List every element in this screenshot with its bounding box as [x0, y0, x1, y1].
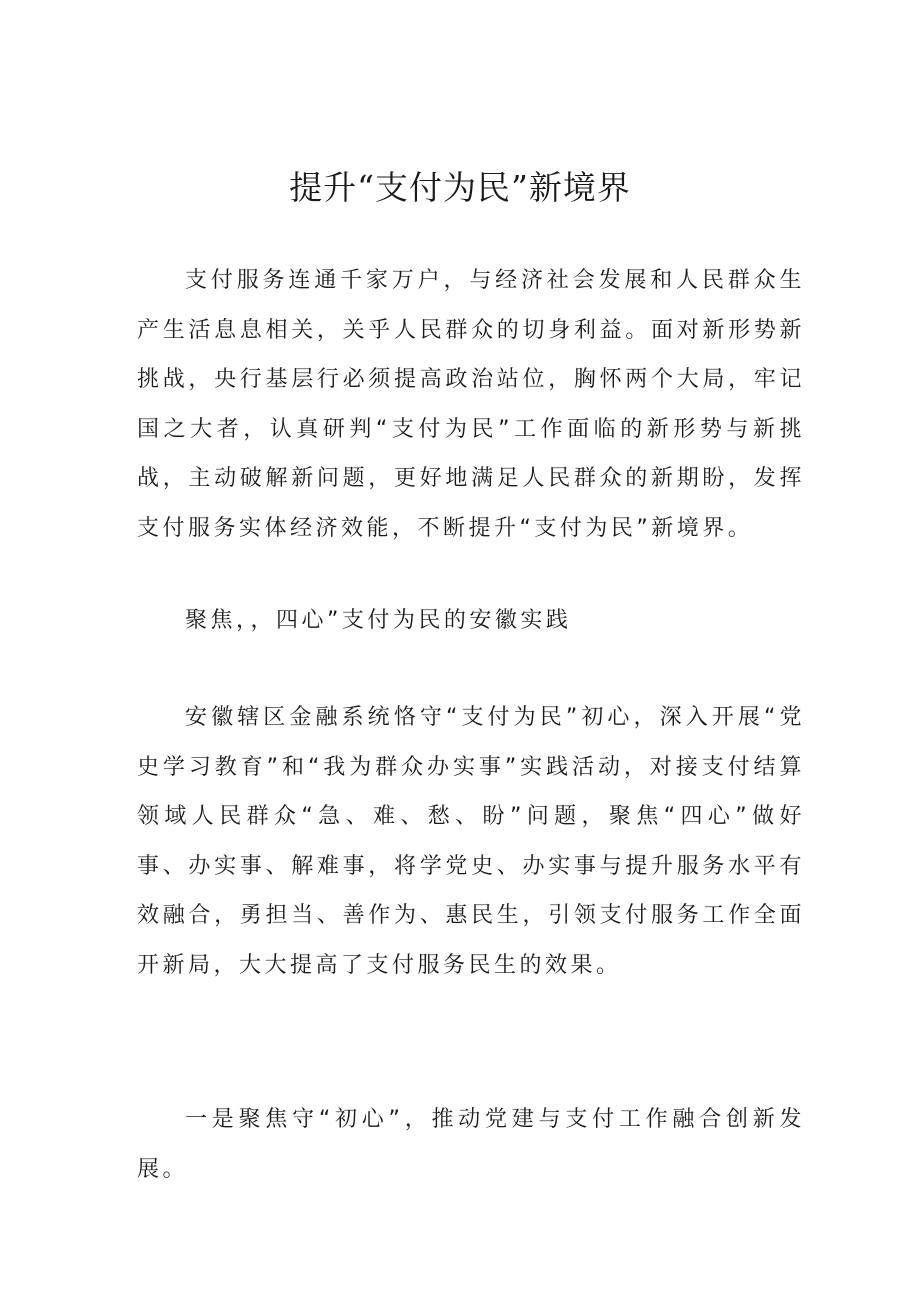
intro-paragraph: 支付服务连通千家万户，与经济社会发展和人民群众生产生活息息相关，关乎人民群众的切身利益。面对新形势新挑战，央行基层行必须提高政治站位，胸怀两个大局，牢记国之大者，认真研判“支付为民”工作面临的新形势与新挑战，主动破解新问题，更好地满足人民群众的新期盼，发挥支付服务实体经济效能，不断提升“支付为民”新境界。 — [137, 268, 805, 541]
point-one-paragraph: 一是聚焦守“初心”，推动党建与支付工作融合创新发展。 — [137, 1107, 805, 1182]
body-paragraph: 安徽辖区金融系统恪守“支付为民”初心，深入开展“党史学习教育”和“我为群众办实事”实践活动，对接支付结算领域人民群众“急、难、愁、盼”问题，聚焦“四心”做好事、办实事、解难事，将学党史、办实事与提升服务水平有效融合，勇担当、善作为、惠民生，引领支付服务工作全面开新局，大大提高了支付服务民生的效果。 — [137, 705, 805, 978]
document-title: 提升“支付为民”新境界 — [289, 168, 631, 207]
section-heading: 聚焦，，四心”支付为民的安徽实践 — [185, 608, 572, 633]
